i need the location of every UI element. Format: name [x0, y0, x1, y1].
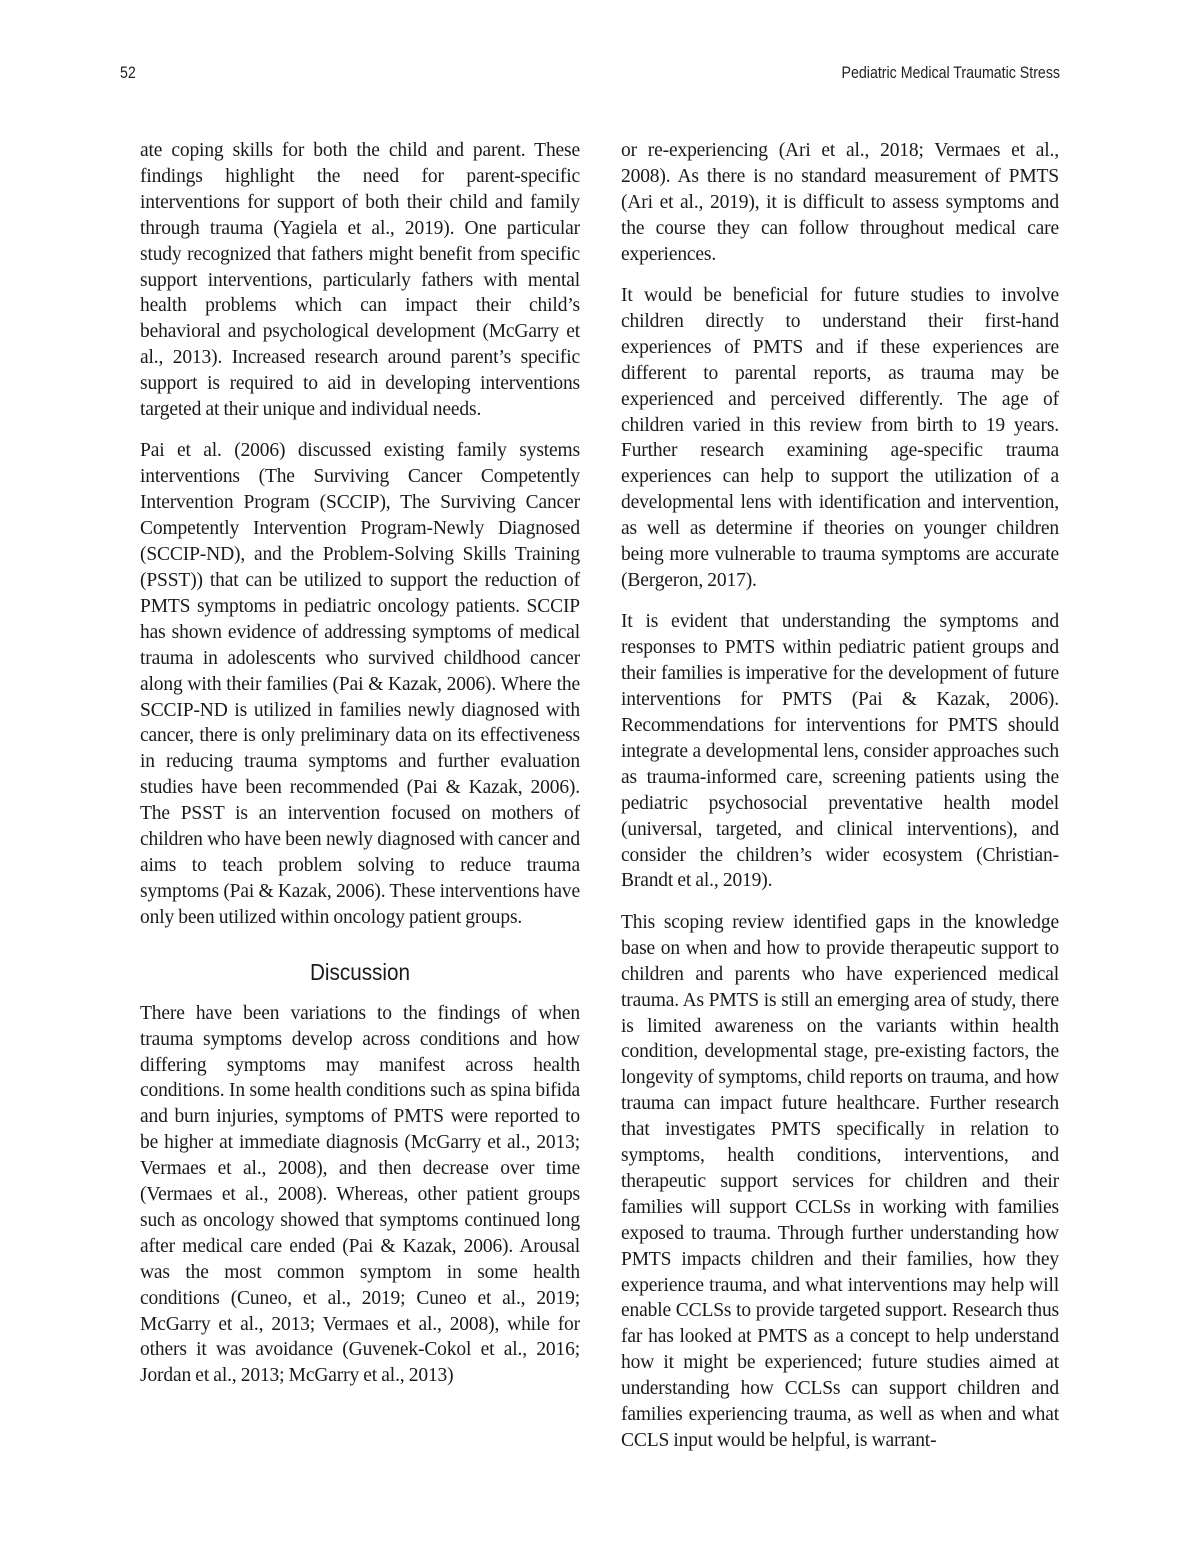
- left-column: [140, 138, 580, 1405]
- page-number: 52: [120, 64, 136, 82]
- paragraph-discussion: There have been variations to the findings of when trauma symptoms develop across conditions and how differing symptoms may manifest across health conditions. In some health conditions such as spina bifida and burn injuries, symptoms of PMTS were reported to be higher at immediate diagnosis (McGarry et al., 2013; Vermaes et al., 2008), and then decrease over time (Vermaes et al., 2008). Whereas, other patient groups such as oncology showed that symptoms continued long after medical care ended (Pai & Kazak, 2006). Arousal was the most common symptom in some health conditions (Cuneo, et al., 2019; Cuneo et al., 2019; McGarry et al., 2013; Vermaes et al., 2008), while for others it was avoidance (Guvenek-Cokol et al., 2016; Jordan et al., 2013; McGarry et al., 2013): [140, 1002, 580, 1387]
- paragraph-scoping-gaps: This scoping review identified gaps in the knowledge base on when and how to provide therapeutic support to children and parents who have experienced medical trauma. As PMTS is still an emerging area of study, there is limited awareness on the variants within health condition, developmental stage, pre-existing factors, the longevity of symptoms, child reports on trauma, and how trauma can impact future healthcare. Further research that investigates PMTS specifically in relation to symptoms, health conditions, interventions, and therapeutic support services for children and their families will support CCLSs in working with families exposed to trauma. Through further understanding how PMTS impacts children and their families, how they experience trauma, and what interventions may help will enable CCLSs to provide targeted support. Research thus far has looked at PMTS as a concept to help understand how it might be experienced; future studies aimed at understanding how CCLSs can support children and families experiencing trauma, as well as when and what CCLS input would be helpful, is warrant-: [621, 911, 1059, 1451]
- paragraph-recommendations: It is evident that understanding the symptoms and responses to PMTS within pediatric patient groups and their families is imperative for the development of future interventions for PMTS (Pai & Kazak, 2006). Recommendations for interventions for PMTS should integrate a developmental lens, consider approaches such as trauma-informed care, screening patients using the pediatric psychosocial preventative health model (universal, targeted, and clinical interventions), and consider the children’s wider ecosystem (Christian-Brandt et al., 2019).: [621, 611, 1059, 892]
- page-header: [120, 64, 1060, 88]
- running-title: Pediatric Medical Traumatic Stress: [841, 64, 1060, 82]
- discussion-heading: Discussion: [309, 958, 411, 985]
- paragraph-parent-support: ate coping skills for both the child and parent. These findings highlight the need for parent-specific interventions for support of both their child and family through trauma (Yagiela et al., 2019). One particular study recognized that fathers might benefit from specific support interventions, particularly fathers with mental health problems which can impact their child’s behavioral and psychological development (McGarry et al., 2013). Increased research around parent’s specific support is required to aid in developing interventions targeted at their unique and individual needs.: [140, 140, 580, 421]
- paragraph-re-experiencing: or re-experiencing (Ari et al., 2018; Vermaes et al., 2008). As there is no standard measurement of PMTS (Ari et al., 2019), it is difficult to assess symptoms and the course they can follow throughout medical care experiences.: [621, 140, 1059, 265]
- paragraph-family-interventions: Pai et al. (2006) discussed existing family systems interventions (The Surviving Cancer Competently Intervention Program (SCCIP), The Surviving Cancer Competently Intervention Program-Newly Diagnosed (SCCIP-ND), and the Problem-Solving Skills Training (PSST)) that can be utilized to support the reduction of PMTS symptoms in pediatric oncology patients. SCCIP has shown evidence of addressing symptoms of medical trauma in adolescents who survived childhood cancer along with their families (Pai & Kazak, 2006). Where the SCCIP-ND is utilized in families newly diagnosed with cancer, there is only preliminary data on its effectiveness in reducing trauma symptoms and further evaluation studies have been recommended (Pai & Kazak, 2006). The PSST is an intervention focused on mothers of children who have been newly diagnosed with cancer and aims to teach problem solving to reduce trauma symptoms (Pai & Kazak, 2006). These interventions have only been utilized within oncology patient groups.: [140, 440, 580, 928]
- right-column: [621, 138, 1059, 1469]
- paragraph-future-studies: It would be beneficial for future studies to involve children directly to understand their first-hand experiences of PMTS and if these experiences are different to parental reports, as trauma may be experienced and perceived differently. The age of children varied in this review from birth to 19 years. Further research examining age-specific trauma experiences can help to support the utilization of a developmental lens with identification and intervention, as well as determine if theories on younger children being more vulnerable to trauma symptoms are accurate (Bergeron, 2017).: [621, 285, 1059, 591]
